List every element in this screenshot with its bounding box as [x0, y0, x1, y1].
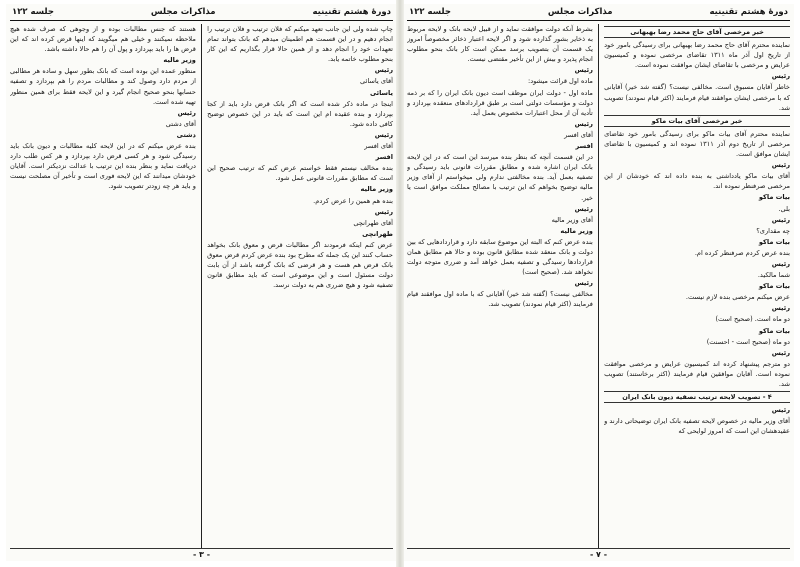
speaker-name: بیات ماکو [758, 326, 790, 335]
page-left [6, 4, 397, 561]
paragraph: بلی. [778, 204, 790, 213]
paragraph: آقای بیات ماکو یادداشتی به بنده داده اند که خودشان از این مرخصی صرفنظر نموده اند. [604, 172, 790, 191]
text-columns [407, 21, 790, 548]
paragraph: بشرط آنکه دولت موافقت نماید و از قبیل لایحه بانک و لایحه مربوط به ذخایر بشور گذارده شود و اگر لایحه اعتبار ذخائر مخصوصاً امروز یک قسمت آن بتصویب برسد ممکن است کار بانک بنحو مطلوب انجام پذیرد و بیش از این تأخیر مقتضی نیست. [407, 25, 593, 64]
paragraph: دو ماه است. (صحیح است) [715, 315, 790, 324]
speaker-name: رئیس [374, 130, 393, 139]
page-right [403, 4, 794, 561]
text-column [207, 24, 393, 548]
paragraph: آقای وزیر مالیه [551, 215, 593, 224]
speaker-name: رئیس [771, 304, 790, 313]
section-heading: خبر مرخصی آقای بیات ماکو [604, 115, 790, 127]
speaker-name: وزیر مالیه [560, 226, 593, 235]
paragraph: آقای وزیر مالیه در خصوص لایحه تصفیه بانک ایران توضیحاتی دارند و عقیدهشان این است که امروز لوایحی که [604, 417, 790, 436]
speaker-name: رئیس [771, 259, 790, 268]
paragraph: آقای یاسائی [360, 77, 393, 86]
speaker-name: طهرانچی [362, 229, 393, 238]
paragraph: عرض میکنم مرخصی بنده لازم نیست. [685, 293, 790, 302]
page-header [10, 4, 393, 21]
paragraph: بنده عرض کردم صرفنظر کرده ام. [694, 248, 790, 257]
text-column [407, 24, 593, 548]
paragraph: آقای دشتی [165, 119, 196, 128]
speaker-name: رئیس [771, 161, 790, 170]
speaker-name: وزیر مالیه [163, 56, 196, 65]
paragraph: هستند که جنس مطالبات بوده و از وجوهی که صرف شده هیچ ملاحظه نمیکنند و خیلی هم میگویند که اینها قرض کرده اند که این قرض ها را باید بپردازد و پول آن را هم حالا داشته باشد. [10, 25, 196, 54]
speaker-name: یاسائی [369, 88, 393, 97]
speaker-name: بیات ماکو [758, 193, 790, 202]
speaker-name: رئیس [771, 348, 790, 357]
paragraph: ماده اول قرائت میشود: [527, 77, 593, 86]
section-heading: ۴ - تصویب لایحه ترتیب تصفیه دیون بانک ایران [604, 391, 790, 403]
header-series: دورهٔ هشتم تقنینیه [709, 7, 788, 17]
paragraph: شما مالکید. [757, 271, 790, 280]
paragraph: بنده هم همین را عرض کردم. [313, 196, 393, 205]
speaker-name: رئیس [771, 406, 790, 415]
paragraph: نماینده محترم آقای بیات ماکو برای رسیدگی بامور خود تقاضای مرخصی از تاریخ دوم آذر ۱۳۱۱ نموده اند و کمیسیون با تقاضای ایشان موافق است. [604, 129, 790, 159]
page-number: - ۳ - [10, 548, 393, 561]
header-title: مذاکرات مجلس [547, 7, 613, 17]
paragraph: نماینده محترم آقای حاج محمد رضا بهبهانی برای رسیدگی بامور خود از تاریخ اول آذر ماه ۱۳۱۱ تقاضای مرخصی نموده و کمیسیون عرایض و مرخصی با تقاضای ایشان موافقت نموده است. [604, 41, 790, 70]
speaker-name: وزیر مالیه [360, 185, 393, 194]
header-date: جلسه ۱۲۲ [12, 7, 54, 17]
paragraph: آقای افسر [364, 142, 393, 151]
paragraph: منظور عمده این بوده است که بانک بطور سهل و ساده هر مطالبی از مردم دارد وصول کند و مطالبات مردم را هم بپردازد و تصفیه حسابها بنحو صحیح انجام گیرد و این لایحه فقط برای همین منظور تهیه شده است. [10, 67, 196, 106]
section-heading: خبر مرخصی آقای حاج محمد رضا بهبهانی [604, 26, 790, 38]
column-divider [201, 24, 202, 548]
paragraph: ماده اول - دولت ایران موظف است دیون بانک ایران را که بر ذمه دولت و مؤسسات دولتی است بر طبق قراردادهای منعقده بپردازد و تأدیه آن از محل اعتبارات مخصوص بعمل آید. [407, 88, 593, 117]
speaker-name: رئیس [574, 204, 593, 213]
paragraph: خاطر آقایان مسبوق است. مخالفی نیست؟ (گفته شد خیر) آقایانی که با مرخصی ایشان موافقند قیام فرمایند (اکثر قیام نمودند) تصویب شد. [604, 83, 790, 112]
paragraph: دو ماه (صحیح است - احسنت) [706, 337, 790, 346]
paragraph: اینجا در ماده ذکر شده است که اگر بانک قرض دارد باید از کجا بپردازد و بنده عقیده ام این است که باید در این خصوص توضیح کافی داده شود. [207, 99, 393, 128]
speaker-name: رئیس [374, 66, 393, 75]
speaker-name: رئیس [771, 215, 790, 224]
paragraph: بنده عرض میکنم که در این لایحه کلیه مطالبات و دیون بانک باید رسیدگی شود و هر کسی قرض دارد بپردازد و هر کس طلب دارد دریافت نماید و بنظر بنده این ترتیب با عدالت نزدیکتر است. آقایان خودشان میدانند که این لایحه فوری است و تأخیر آن مصلحت نیست و باید هر چه زودتر تصویب شود. [10, 142, 196, 191]
text-column [10, 24, 196, 548]
paragraph: عرض کنم اینکه فرمودند اگر مطالبات قرض و معوق بانک بخواهد حساب کنند این یک جمله که مطرح بود بنده عرض کردم قرض معوق بانک قرض هم هست و هر قرضی که بانک گرفته باشد از آن بابت دولت مسئول است و این موضوعی است که باید مطابق قانون تصفیه شود و هیچ ضرری هم به دولت نرسد. [207, 240, 393, 290]
paragraph: آقای افسر [564, 130, 593, 139]
paragraph: دو مترجم پیشنهاد کرده اند کمیسیون عرایض و مرخصی موافقت نموده است. آقایان موافقین قیام فرمایند (اکثر برخاستند) تصویب شد. [604, 359, 790, 388]
speaker-name: رئیس [574, 119, 593, 128]
paragraph: چاپ شده ولی این جانب تعهد میکنم که فلان ترتیب و فلان ترتیب را انجام دهیم و در این قسمت هم اطمینان میدهم که بانک بتواند تمام تعهدات خود را انجام دهد و از همین حالا قرار بگذاریم که این کار بنحو مطلوب خاتمه یابد. [207, 25, 393, 64]
paragraph: آقای طهرانچی [353, 218, 393, 227]
speaker-name: رئیس [374, 207, 393, 216]
paragraph: مخالفی نیست؟ (گفته شد خیر) آقایانی که با ماده اول موافقند قیام فرمایند (اکثر قیام نمودند) تصویب شد. [407, 290, 593, 309]
paragraph: در این قسمت آنچه که بنظر بنده میرسد این است که در این لایحه بانک ایران اشاره شده و مطابق مقررات قانونی باید رسیدگی و تصفیه بعمل آید. بنده مخالفتی ندارم ولی میخواستم از آقای وزیر مالیه توضیح بخواهم که این ترتیب با مصالح مملکت موافق است یا خیر. [407, 153, 593, 202]
page-number: - ۷ - [407, 548, 790, 561]
speaker-name: رئیس [574, 66, 593, 75]
book-gutter [396, 0, 404, 567]
speaker-name: رئیس [771, 72, 790, 81]
page-header [407, 4, 790, 21]
header-series: دورهٔ هشتم تقنینیه [312, 7, 391, 17]
text-columns [10, 21, 393, 548]
paragraph: بنده عرض کنم که البته این موضوع سابقه دارد و قراردادهایی که بین دولت و بانک منعقد شده مطابق قانون بوده و حالا هم مطابق همان قراردادها رسیدگی و تصفیه بعمل خواهد آمد و ضرری متوجه دولت نخواهد شد. (صحیح است) [407, 237, 593, 277]
column-divider [598, 24, 599, 548]
paragraph: چه مقداری؟ [756, 226, 790, 235]
speaker-name: دشتی [176, 130, 196, 139]
speaker-name: رئیس [177, 108, 196, 117]
speaker-name: بیات ماکو [758, 282, 790, 291]
header-title: مذاکرات مجلس [150, 7, 216, 17]
speaker-name: افسر [375, 153, 393, 162]
paragraph: بنده مخالف نیستم فقط خواستم عرض کنم که ترتیب صحیح این است که مطابق مقررات قانونی عمل شود. [207, 164, 393, 183]
speaker-name: رئیس [574, 279, 593, 288]
speaker-name: بیات ماکو [758, 237, 790, 246]
text-column [604, 24, 790, 548]
speaker-name: افسر [575, 142, 593, 151]
header-date: جلسه ۱۲۲ [409, 7, 451, 17]
